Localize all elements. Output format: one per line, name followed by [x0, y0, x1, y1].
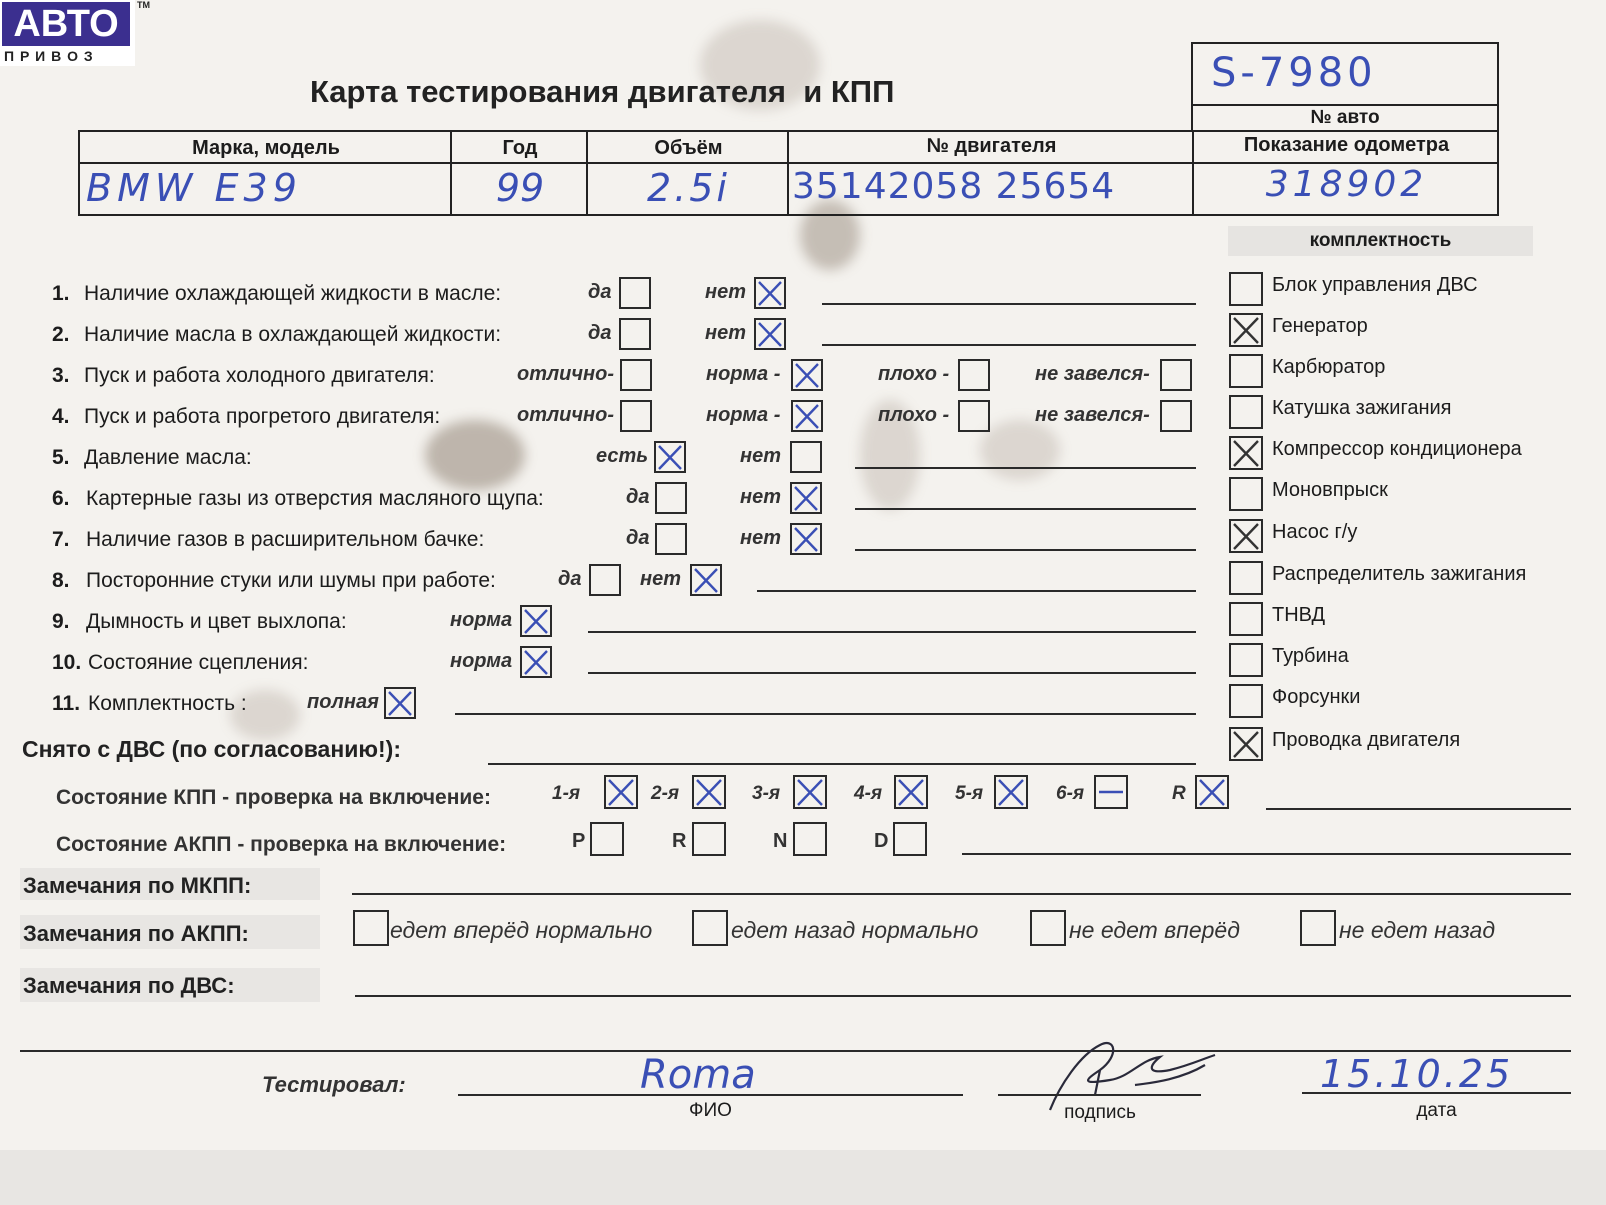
auto-number-label: № авто: [1310, 107, 1380, 128]
col-volume-header: Объём: [654, 137, 723, 159]
akpp-gear-checkbox[interactable]: [893, 822, 927, 856]
kit-item-label: Распределитель зажигания: [1272, 563, 1527, 585]
option-label: норма -: [706, 363, 781, 385]
option-label: есть: [596, 445, 649, 467]
kpp-gear-label: 2-я: [651, 783, 680, 804]
option-checkbox[interactable]: [790, 523, 822, 555]
page-title: Карта тестирования двигателя и КПП: [310, 74, 895, 109]
option-label: да: [626, 486, 650, 508]
removed-line: [488, 763, 1196, 765]
kpp-gear-label: 3-я: [752, 783, 781, 804]
kit-checkbox[interactable]: [1229, 436, 1263, 470]
option-checkbox[interactable]: [790, 441, 822, 473]
tested-label: Тестировал:: [262, 1072, 406, 1097]
tester-name: Roma: [640, 1052, 756, 1098]
header-table: [78, 130, 1499, 216]
option-checkbox[interactable]: [690, 564, 722, 596]
kit-item-label: Насос г/у: [1272, 521, 1358, 543]
kit-checkbox[interactable]: [1229, 727, 1263, 761]
kit-item-label: Проводка двигателя: [1272, 729, 1461, 751]
akpp-remark-label: едет назад нормально: [731, 917, 979, 943]
name-line: [458, 1094, 963, 1096]
option-label: да: [626, 527, 650, 549]
question-text: Дымность и цвет выхлопа:: [86, 610, 347, 633]
question-line: [588, 631, 1196, 633]
kit-checkbox[interactable]: [1229, 313, 1263, 347]
kit-item-label: Карбюратор: [1272, 356, 1386, 378]
kit-item-label: Генератор: [1272, 315, 1368, 337]
kpp-gear-label: 1-я: [552, 783, 581, 804]
kit-checkbox[interactable]: [1229, 272, 1263, 306]
option-checkbox[interactable]: [620, 400, 652, 432]
remarks-akpp-label: Замечания по АКПП:: [23, 921, 249, 946]
option-label: норма -: [706, 404, 781, 426]
kit-item-label: Компрессор кондиционера: [1272, 438, 1522, 460]
akpp-remark-checkbox[interactable]: [353, 910, 389, 946]
kit-item-label: Моновпрыск: [1272, 479, 1388, 501]
model-value: BMW E39: [86, 166, 302, 210]
option-label: норма: [450, 650, 513, 672]
stain: [425, 420, 525, 490]
option-checkbox[interactable]: [655, 482, 687, 514]
remarks-mkpp-label: Замечания по МКПП:: [23, 873, 252, 898]
option-label: нет: [640, 568, 681, 590]
kpp-gear-checkbox[interactable]: [793, 775, 827, 809]
kit-checkbox[interactable]: [1229, 354, 1263, 388]
option-label: не завелся-: [1035, 404, 1150, 426]
paper-edge: [0, 1150, 1606, 1205]
option-label: отлично-: [517, 404, 615, 426]
option-label: нет: [705, 281, 746, 303]
kit-checkbox[interactable]: [1229, 561, 1263, 595]
option-checkbox[interactable]: [1160, 359, 1192, 391]
question-number: 3.: [52, 364, 70, 387]
option-checkbox[interactable]: [958, 400, 990, 432]
name-caption: ФИО: [689, 1100, 732, 1121]
kit-item-label: Катушка зажигания: [1272, 397, 1452, 419]
kit-item-label: Турбина: [1272, 645, 1349, 667]
odometer-value: 318902: [1265, 164, 1428, 205]
option-checkbox[interactable]: [654, 441, 686, 473]
sign-caption: подпись: [1064, 1102, 1136, 1123]
kit-checkbox[interactable]: [1229, 477, 1263, 511]
option-label: да: [588, 281, 612, 303]
date-caption: дата: [1416, 1100, 1457, 1121]
question-number: 1.: [52, 282, 70, 305]
akpp-gear-label: N: [773, 830, 788, 852]
col-model-header: Марка, модель: [192, 137, 340, 159]
col-year-header: Год: [502, 137, 538, 159]
question-line: [855, 467, 1196, 469]
option-checkbox[interactable]: [791, 359, 823, 391]
option-label: полная: [307, 691, 379, 713]
question-line: [455, 713, 1196, 715]
kpp-gear-checkbox[interactable]: [894, 775, 928, 809]
kit-checkbox[interactable]: [1229, 602, 1263, 636]
question-text: Картерные газы из отверстия масляного щупа:: [86, 487, 544, 510]
option-checkbox[interactable]: [619, 318, 651, 350]
auto-number-box: [1191, 42, 1499, 132]
option-checkbox[interactable]: [790, 482, 822, 514]
akpp-gear-checkbox[interactable]: [793, 822, 827, 856]
question-number: 10.: [52, 651, 82, 674]
question-text: Давление масла:: [84, 446, 252, 469]
logo: [0, 0, 150, 66]
option-checkbox[interactable]: [520, 646, 552, 678]
option-checkbox[interactable]: [1160, 400, 1192, 432]
question-number: 7.: [52, 528, 70, 551]
question-number: 2.: [52, 323, 70, 346]
option-checkbox[interactable]: [754, 318, 786, 350]
removed-label: Снято с ДВС (по согласованию!):: [22, 736, 401, 762]
akpp-remark-label: не едет назад: [1339, 917, 1496, 943]
volume-value: 2.5i: [647, 166, 730, 210]
kit-item-label: Блок управления ДВС: [1272, 274, 1478, 296]
question-line: [588, 672, 1196, 674]
kit-title: комплектность: [1309, 230, 1452, 251]
question-line: [757, 590, 1196, 592]
option-label: плохо -: [878, 363, 950, 385]
option-label: не завелся-: [1035, 363, 1150, 385]
option-label: нет: [740, 527, 781, 549]
option-checkbox[interactable]: [655, 523, 687, 555]
question-text: Наличие охлаждающей жидкости в масле:: [84, 282, 502, 305]
akpp-remark-label: не едет вперёд: [1069, 917, 1240, 943]
akpp-remark-checkbox[interactable]: [692, 910, 728, 946]
col-engine-header: № двигателя: [926, 135, 1057, 157]
question-text: Пуск и работа прогретого двигателя:: [84, 405, 441, 428]
question-number: 8.: [52, 569, 70, 592]
kpp-gear-label: 5-я: [955, 783, 984, 804]
kpp-line: [1266, 808, 1571, 810]
kit-checkbox[interactable]: [1229, 519, 1263, 553]
option-label: нет: [705, 322, 746, 344]
option-label: норма: [450, 609, 513, 631]
question-text: Наличие масла в охлаждающей жидкости:: [84, 323, 502, 346]
option-checkbox[interactable]: [589, 564, 621, 596]
question-text: Комплектность :: [88, 692, 247, 715]
question-number: 11.: [52, 692, 81, 715]
kpp-gear-checkbox[interactable]: [692, 775, 726, 809]
date-line: [1302, 1092, 1571, 1094]
option-checkbox[interactable]: [958, 359, 990, 391]
akpp-remark-label: едет вперёд нормально: [390, 917, 653, 943]
option-checkbox[interactable]: [384, 687, 416, 719]
sign-line: [998, 1094, 1201, 1096]
question-line: [822, 344, 1196, 346]
logo-tm: TM: [137, 0, 150, 10]
option-checkbox[interactable]: [520, 605, 552, 637]
option-label: отлично-: [517, 363, 615, 385]
question-number: 9.: [52, 610, 70, 633]
akpp-gear-checkbox[interactable]: [692, 822, 726, 856]
akpp-gear-label: P: [572, 830, 586, 852]
option-label: да: [558, 568, 582, 590]
kpp-gear-checkbox[interactable]: [994, 775, 1028, 809]
question-number: 6.: [52, 487, 70, 510]
remarks-dvs-line: [355, 995, 1571, 997]
kpp-gear-checkbox[interactable]: [1094, 775, 1128, 809]
logo-text: АВТО: [2, 2, 130, 46]
kpp-gear-label: R: [1172, 783, 1186, 804]
kpp-gear-checkbox[interactable]: [1195, 775, 1229, 809]
question-line: [855, 549, 1196, 551]
col-odometer-header: Показание одометра: [1243, 134, 1450, 156]
kpp-label: Состояние КПП - проверка на включение:: [56, 786, 491, 809]
question-number: 4.: [52, 405, 70, 428]
kit-item-label: ТНВД: [1272, 604, 1326, 626]
option-checkbox[interactable]: [619, 277, 651, 309]
question-line: [855, 508, 1196, 510]
auto-number-value: S-7980: [1211, 50, 1377, 96]
option-checkbox[interactable]: [620, 359, 652, 391]
question-line: [822, 303, 1196, 305]
question-text: Посторонние стуки или шумы при работе:: [86, 569, 496, 592]
question-text: Наличие газов в расширительном бачке:: [86, 528, 485, 551]
option-checkbox[interactable]: [791, 400, 823, 432]
akpp-gear-label: R: [672, 830, 687, 852]
kpp-gear-label: 6-я: [1056, 783, 1085, 804]
engine-value: 35142058 25654: [792, 166, 1116, 207]
remarks-dvs-label: Замечания по ДВС:: [23, 973, 235, 998]
kit-item-label: Форсунки: [1272, 686, 1361, 708]
kpp-gear-checkbox[interactable]: [604, 775, 638, 809]
akpp-gear-label: D: [874, 830, 889, 852]
akpp-label: Состояние АКПП - проверка на включение:: [56, 833, 507, 856]
kpp-gear-label: 4-я: [854, 783, 883, 804]
test-date: 15.10.25: [1320, 1052, 1514, 1096]
question-text: Состояние сцепления:: [88, 651, 309, 674]
year-value: 99: [495, 166, 545, 210]
question-text: Пуск и работа холодного двигателя:: [84, 364, 435, 387]
kit-checkbox[interactable]: [1229, 684, 1263, 718]
akpp-remark-checkbox[interactable]: [1030, 910, 1066, 946]
kit-checkbox[interactable]: [1229, 643, 1263, 677]
option-label: да: [588, 322, 612, 344]
stain: [980, 420, 1060, 480]
option-label: нет: [740, 445, 781, 467]
option-checkbox[interactable]: [754, 277, 786, 309]
remarks-mkpp-line: [352, 893, 1571, 895]
kit-checkbox[interactable]: [1229, 395, 1263, 429]
logo-subtext: П Р И В О З: [4, 48, 94, 64]
question-number: 5.: [52, 446, 70, 469]
akpp-remark-checkbox[interactable]: [1300, 910, 1336, 946]
option-label: нет: [740, 486, 781, 508]
akpp-gear-checkbox[interactable]: [590, 822, 624, 856]
akpp-line: [962, 853, 1571, 855]
option-label: плохо -: [878, 404, 950, 426]
